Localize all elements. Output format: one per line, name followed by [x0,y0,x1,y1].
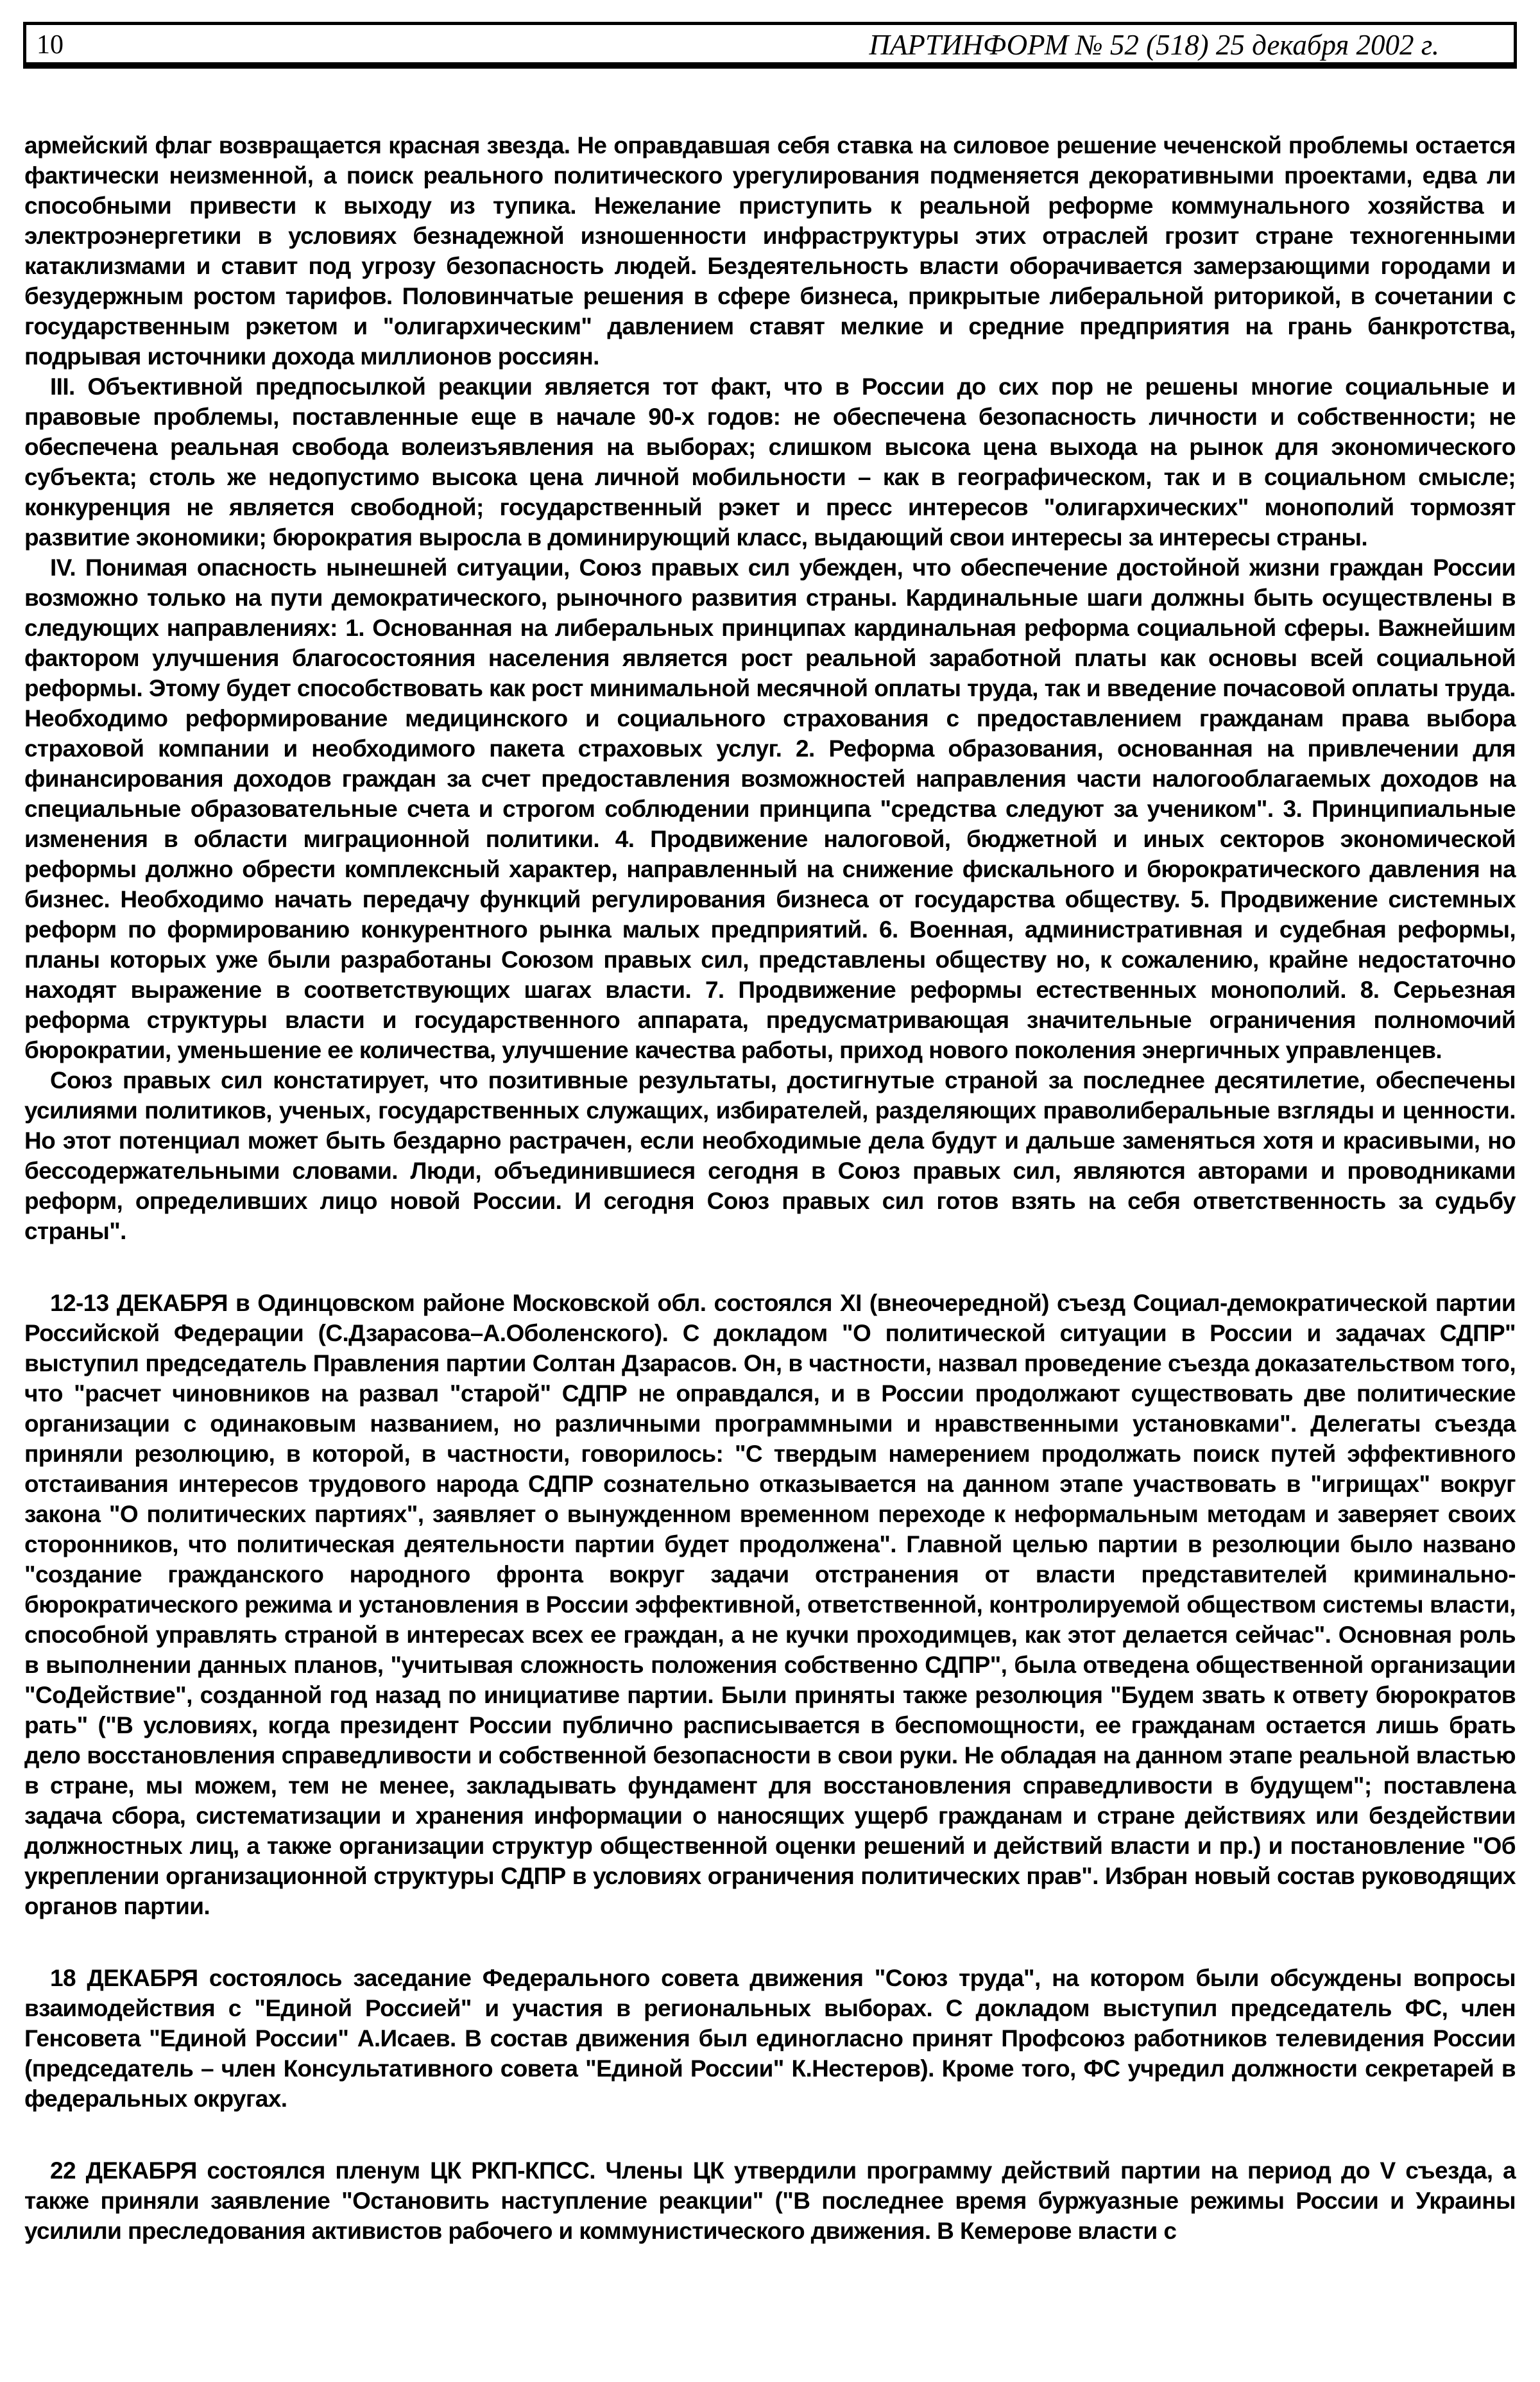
page-number: 10 [37,30,64,60]
news-item-dec-18: 18 ДЕКАБРЯ состоялось заседание Федерального совета движения "Союз труда", на котором были обсуждены вопросы взаимодействия с "Единой Россией" и участия в региональных выборах. С докладом выступил председатель ФС, член Генсовета "Единой России" А.Исаев. В состав движения был единогласно принят Профсоюз работников телевидения России (председатель – член Консультативного совета "Единой России" К.Нестеров). Кроме того, ФС учредил должности секретарей в федеральных округах. [24,1965,1516,2112]
page-header [23,22,1517,69]
news-item-dec-12-13: 12-13 ДЕКАБРЯ в Одинцовском районе Московской обл. состоялся XI (внеочередной) съезд Социал-демократической партии Российской Федерации (С.Дзарасова–А.Оболенского). С докладом "О политической ситуации в России и задачах СДПР" выступил председатель Правления партии Солтан Дзарасов. Он, в частности, назвал проведение съезда доказательством того, что "расчет чиновников на развал "старой" СДПР не оправдался, и в России продолжают существовать две политические организации с одинаковым названием, но различными программными и нравственными установками". Делегаты съезда приняли резолюцию, в которой, в частности, говорилось: "С твердым намерением продолжать поиск путей эффективного отстаивания интересов трудового народа СДПР сознательно отказывается на данном этапе участвовать в "игрищах" вокруг закона "О политических партиях", заявляет о вынужденном временном переходе к неформальным методам и заверяет своих сторонников, что политическая деятельности партии будет продолжена". Главной целью партии в резолюции было названо "создание гражданского народного фронта вокруг задачи отстранения от власти представителей криминально-бюрократического режима и установления в России эффективной, ответственной, контролируемой обществом системы власти, способной управлять страной в интересах всех ее граждан, а не кучки проходимцев, как этот делается сейчас". Основная роль в выполнении данных планов, "учитывая сложность положения собственно СДПР", была отведена общественной организации "СоДействие", созданной год назад по инициативе партии. Были приняты также резолюция "Будем звать к ответу бюрократов рать" ("В условиях, когда президент России публично расписывается в беспомощности, ее гражданам остается лишь брать дело восстановления справедливости и собственной безопасности в свои руки. Не обладая на данном этапе реальной властью в стране, мы можем, тем не менее, закладывать фундамент для восстановления справедливости в будущем"; поставлена задача сбора, систематизации и хранения информации о наносящих ущерб гражданам и стране действиях или бездействии должностных лиц, а также организации структур общественной оценки решений и действий власти и пр.) и постановление "Об укреплении организационной структуры СДПР в условиях ограничения политических прав". Избран новый состав руководящих органов партии. [24,1290,1516,1919]
paragraph-section-iii: III. Объективной предпосылкой реакции является тот факт, что в России до сих пор не решены многие социальные и правовые проблемы, поставленные еще в начале 90-х годов: не обеспечена безопасность личности и собственности; не обеспечена реальная свобода волеизъявления на выборах; слишком высока цена выхода на рынок для экономического субъекта; столь же недопустимо высока цена личной мобильности – как в географическом, так и в социальном смысле; конкуренция не является свободной; государственный рэкет и пресс интересов "олигархических" монополий тормозят развитие экономики; бюрократия выросла в доминирующий класс, выдающий свои интересы за интересы страны. [24,373,1516,551]
paragraph-sps-conclusion: Союз правых сил констатирует, что позитивные результаты, достигнутые страной за последнее десятилетие, обеспечены усилиями политиков, ученых, государственных служащих, избирателей, разделяющих праволиберальные взгляды и ценности. Но этот потенциал может быть бездарно растрачен, если необходимые дела будут и дальше заменяться хотя и красивыми, но бессодержательными словами. Люди, объединившиеся сегодня в Союз правых сил, являются авторами и проводниками реформ, определивших лицо новой России. И сегодня Союз правых сил готов взять на себя ответственность за судьбу страны". [24,1067,1516,1244]
paragraph-section-iv: IV. Понимая опасность нынешней ситуации, Союз правых сил убежден, что обеспечение достойной жизни граждан России возможно только на пути демократического, рыночного развития страны. Кардинальные шаги должны быть осуществлены в следующих направлениях: 1. Основанная на либеральных принципах кардинальная реформа социальной сферы. Важнейшим фактором улучшения благосостояния населения является рост реальной заработной платы как основы всей социальной реформы. Этому будет способствовать как рост минимальной месячной оплаты труда, так и введение почасовой оплаты труда. Необходимо реформирование медицинского и социального страхования с предоставлением гражданам права выбора страховой компании и необходимого пакета страховых услуг. 2. Реформа образования, основанная на привлечении для финансирования доходов граждан за счет предоставления возможностей направления части налогооблагаемых доходов на специальные образовательные счета и строгом соблюдении принципа "средства следуют за учеником". 3. Принципиальные изменения в области миграционной политики. 4. Продвижение налоговой, бюджетной и иных секторов экономической реформы должно обрести комплексный характер, направленный на снижение фискального и бюрократического давления на бизнес. Необходимо начать передачу функций регулирования бизнеса от государства обществу. 5. Продвижение системных реформ по формированию конкурентного рынка малых предприятий. 6. Военная, административная и судебная реформы, планы которых уже были разработаны Союзом правых сил, представлены обществу но, к сожалению, крайне недостаточно находят выражение в соответствующих шагах власти. 7. Продвижение реформы естественных монополий. 8. Серьезная реформа структуры власти и государственного аппарата, предусматривающая значительные ограничения полномочий бюрократии, уменьшение ее количества, улучшение качества работы, приход нового поколения энергичных управленцев. [24,554,1516,1063]
paragraph-continuation: армейский флаг возвращается красная звезда. Не оправдавшая себя ставка на силовое решение чеченской проблемы остается фактически неизменной, а поиск реального политического урегулирования подменяется декоративными проектами, едва ли способными привести к выходу из тупика. Нежелание приступить к реальной реформе коммунального хозяйства и электроэнергетики в условиях безнадежной изношенности инфраструктуры этих отраслей грозит стране техногенными катаклизмами и ставит под угрозу безопасность людей. Бездеятельность власти оборачивается замерзающими городами и безудержным ростом тарифов. Половинчатые решения в сфере бизнеса, прикрытые либеральной риторикой, в сочетании с государственным рэкетом и "олигархическим" давлением ставят мелкие и средние предприятия на грань банкротства, подрывая источники дохода миллионов россиян. [24,132,1516,370]
newsletter-title: ПАРТИНФОРМ № 52 (518) 25 декабря 2002 г. [869,28,1439,61]
news-item-dec-22: 22 ДЕКАБРЯ состоялся пленум ЦК РКП-КПСС. Члены ЦК утвердили программу действий партии на период до V съезда, а также приняли заявление "Остановить наступление реакции" ("В последнее время буржуазные режимы России и Украины усилили преследования активистов рабочего и коммунистического движения. В Кемерове власти с [24,2157,1516,2244]
article-body [24,130,1516,2246]
